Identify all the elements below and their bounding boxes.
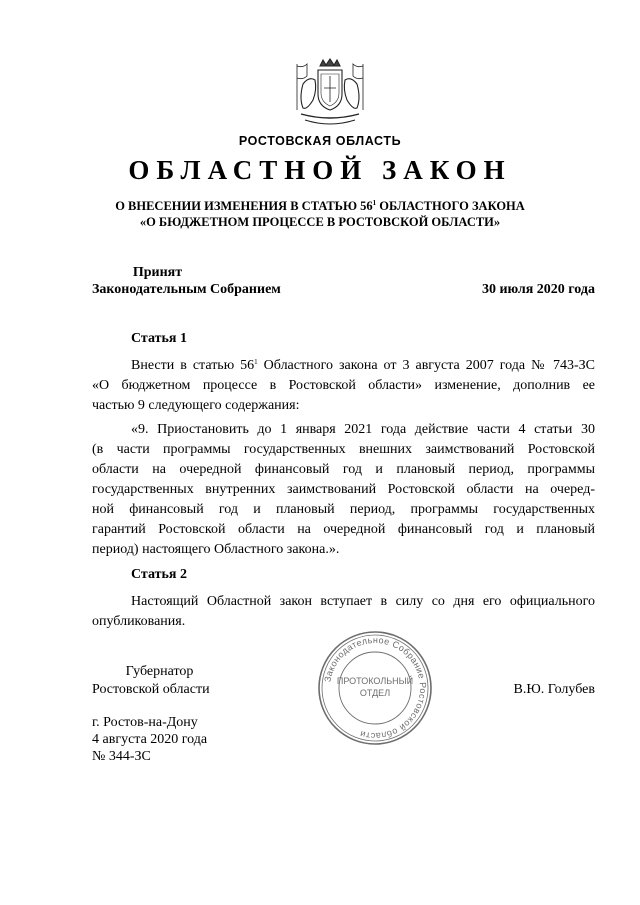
- article-1-intro-line-3: частью 9 следующего содержания:: [92, 398, 300, 413]
- document-title: ОБЛАСТНОЙ ЗАКОН: [128, 155, 512, 185]
- article-1-point-9-line: (в части программы государственных внешних заимствований Ростовской: [92, 442, 595, 457]
- law-subtitle-line-2: «О БЮДЖЕТНОМ ПРОЦЕССЕ В РОСТОВСКОЙ ОБЛАСТИ»: [139, 215, 501, 229]
- adopted-by: Законодательным Собранием: [92, 282, 281, 297]
- signatory-position-line-1: Губернатор: [125, 664, 194, 679]
- footer-date: 4 августа 2020 года: [92, 732, 208, 747]
- article-2-text-line-1: Настоящий Областной закон вступает в силу со дня его официального: [131, 594, 595, 609]
- article-1-title: Статья 1: [131, 331, 187, 346]
- region-name: РОСТОВСКАЯ ОБЛАСТЬ: [238, 134, 402, 148]
- article-1-intro-line-2: «О бюджетном процессе в Ростовской области» изменение, дополнив ее: [92, 378, 595, 393]
- article-1-point-9-line: гарантий Ростовской области на очередной финансовый год и плановый: [92, 522, 595, 537]
- article-1-point-9-line: области на очередной финансовый год и плановый период, программы: [92, 462, 595, 477]
- stamp-inner-line-2: ОТДЕЛ: [359, 688, 391, 698]
- law-subtitle-line-1: О ВНЕСЕНИИ ИЗМЕНЕНИЯ В СТАТЬЮ $56^1$ ОБЛАСТНОГО ЗАКОНА: [115, 199, 525, 213]
- article-1-intro-line-1: Внести в статью $56^1$ Областного закона от 3 августа 2007 года № 743-ЗС: [131, 358, 595, 373]
- footer-city: г. Ростов-на-Дону: [92, 715, 198, 730]
- adoption-date: 30 июля 2020 года: [481, 282, 595, 297]
- article-2-title: Статья 2: [131, 567, 187, 582]
- adopted-label: Принят: [132, 265, 183, 280]
- article-2-text-line-2: опубликования.: [92, 614, 186, 629]
- stamp-inner-line-1: ПРОТОКОЛЬНЫЙ: [336, 676, 414, 686]
- article-1-point-9-line: период) настоящего Областного закона.».: [92, 542, 340, 557]
- stamp-outer-text: Законодательное Собрание Ростовской области: [322, 634, 429, 742]
- coat-of-arms-icon: [291, 58, 369, 132]
- footer-law-number: № 344-ЗС: [92, 749, 151, 764]
- signatory-name: В.Ю. Голубев: [513, 682, 595, 697]
- signatory-position-line-2: Ростовской области: [92, 682, 210, 697]
- article-1-point-9-line: «9. Приостановить до 1 января 2021 года действие части 4 статьи 30: [131, 422, 595, 437]
- article-1-point-9-line: государственных внутренних заимствований Ростовской области на очеред-: [92, 482, 595, 497]
- official-stamp-icon: [317, 630, 433, 746]
- article-1-point-9-line: ной финансовый год и плановый период, программы государственных: [92, 502, 595, 517]
